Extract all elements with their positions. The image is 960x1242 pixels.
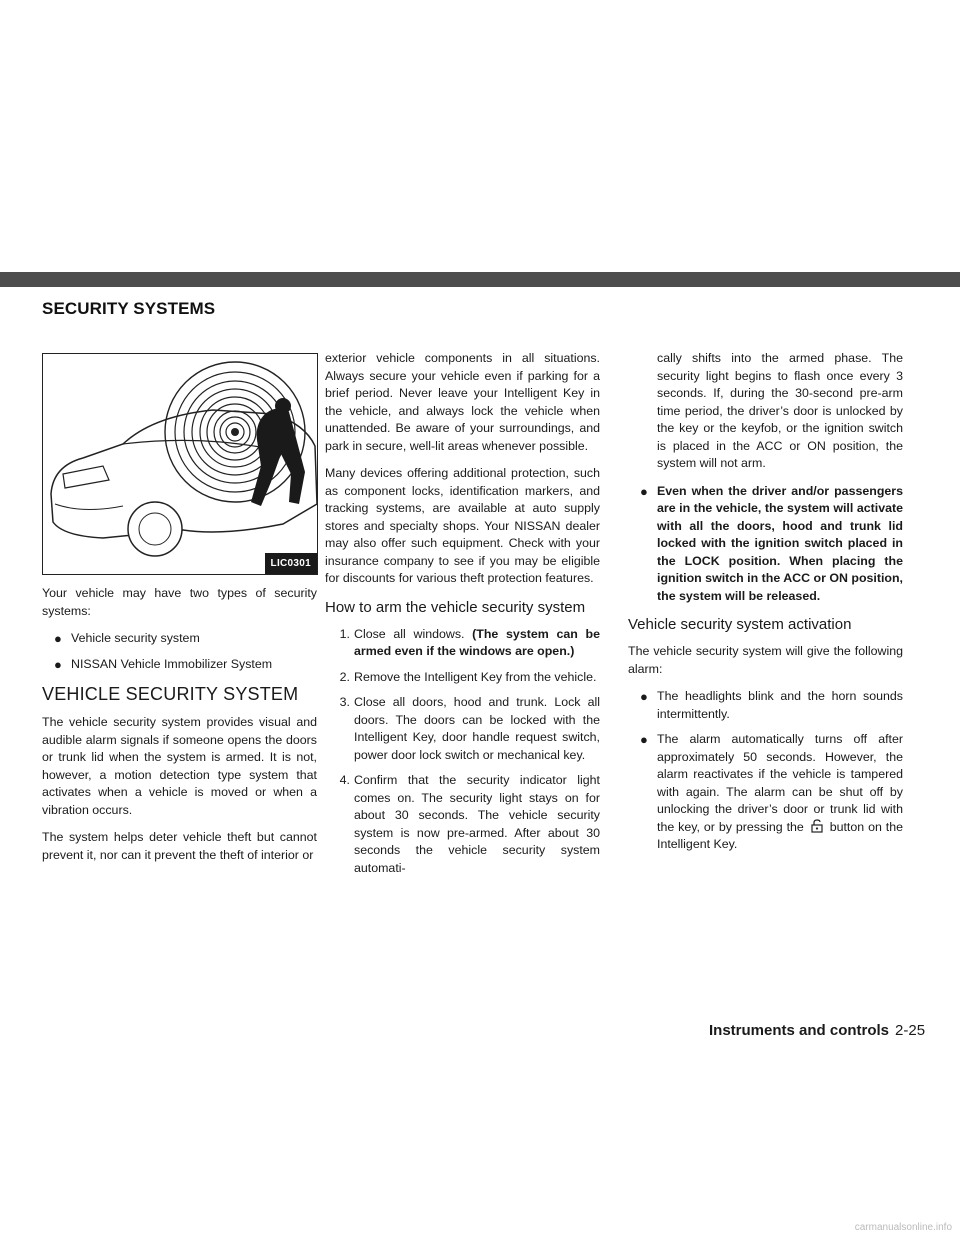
paragraph: Many devices offering additional protection, such as component locks, identification markers, and tracking systems, are available at auto supply stores and specialty shops. Your NISSAN dealer may also offer such equipment. Check with your insurance company to see if you may be eligible for discounts for various theft protection features. — [325, 466, 600, 585]
bullet-icon: ● — [54, 656, 62, 672]
list-item: ● The alarm automatically turns off after approximately 50 seconds. However, the alarm reactivates if the vehicle is tampered with again. The alarm can be shut off by unlocking the driver’s door or trunk lid with the key, or by pressing the button on the Intelligent Key. — [640, 732, 904, 851]
section-title: SECURITY SYSTEMS — [42, 299, 216, 318]
list-item: ● Even when the driver and/or passengers are in the vehicle, the system will activate with all the doors, hood and trunk lid locked with the ignition switch placed in the LOCK position. When placing the ignition switch in the ACC or ON position, the system will be released. — [640, 483, 903, 603]
step-item: 2. Remove the Intelligent Key from the vehicle. — [339, 669, 597, 684]
list-item: ● NISSAN Vehicle Immobilizer System — [54, 656, 273, 672]
step-item: 1. Close all windows. (The system can be armed even if the windows are open.) — [339, 626, 600, 658]
page-number: 2-25 — [895, 1022, 926, 1039]
figure-label: LIC0301 — [265, 553, 317, 575]
paragraph: The vehicle security system provides visual and audible alarm signals if someone opens the doors or trunk lid when the system is armed. It is not, however, a motion detection type system that activates when a vehicle is moved or when a vibration occurs. — [42, 715, 317, 817]
column-3 — [628, 350, 903, 864]
step-item: 3. Close all doors, hood and trunk. Lock all doors. The doors can be locked with the Intelligent Key, door handle request switch, power door lock switch or mechanical key. — [339, 695, 600, 762]
alarm-list — [628, 688, 903, 854]
security-types-list — [42, 630, 317, 673]
security-illustration — [42, 353, 318, 575]
paragraph: exterior vehicle components in all situations. Always secure your vehicle even if parking for a brief period. Never leave your Intelligent Key in the vehicle, and always lock the vehicle when unattended. Be aware of your surroundings, and park in secure, well-lit areas whenever possible. — [325, 351, 600, 453]
unlock-icon — [810, 819, 824, 833]
heading-how-to-arm: How to arm the vehicle security system — [325, 598, 586, 616]
column-2 — [325, 350, 600, 887]
paragraph: cally shifts into the armed phase. The security light begins to flash once every 3 seconds. If, during the 30-second pre-arm time period, the driver’s door is unlocked by the key or the keyfob, or the ignition switch is placed in the ACC or ON position, the system will not arm. — [657, 351, 903, 470]
list-item: ● The headlights blink and the horn sounds intermittently. — [640, 689, 903, 721]
heading-activation: Vehicle security system activation — [628, 616, 852, 633]
step-item: 4. Confirm that the security indicator light comes on. The security light stays on for about 30 seconds. The vehicle security system is now pre-armed. After about 30 seconds the vehicle security system automati- — [339, 773, 600, 875]
footer-section: Instruments and controls — [709, 1022, 890, 1039]
bullet-icon: ● — [640, 732, 648, 747]
car-security-drawing — [43, 354, 317, 574]
watermark: carmanualsonline.info — [854, 1222, 952, 1233]
bullet-icon: ● — [54, 631, 62, 646]
heading-vehicle-security-system: VEHICLE SECURITY SYSTEM — [42, 684, 299, 704]
bullet-icon: ● — [640, 689, 648, 704]
paragraph: The system helps deter vehicle theft but cannot prevent it, nor can it prevent the theft of interior or — [42, 830, 317, 862]
page-footer — [709, 1022, 925, 1039]
intro-text: Your vehicle may have two types of security systems: — [42, 586, 317, 618]
arming-steps — [325, 626, 600, 878]
warning-list — [628, 483, 903, 606]
paragraph: The vehicle security system will give the following alarm: — [628, 644, 903, 676]
section-bar — [0, 272, 960, 287]
column-1 — [42, 350, 317, 874]
list-item: ● Vehicle security system — [54, 631, 200, 646]
bullet-icon: ● — [640, 483, 648, 499]
watermark-strip — [0, 1222, 960, 1242]
